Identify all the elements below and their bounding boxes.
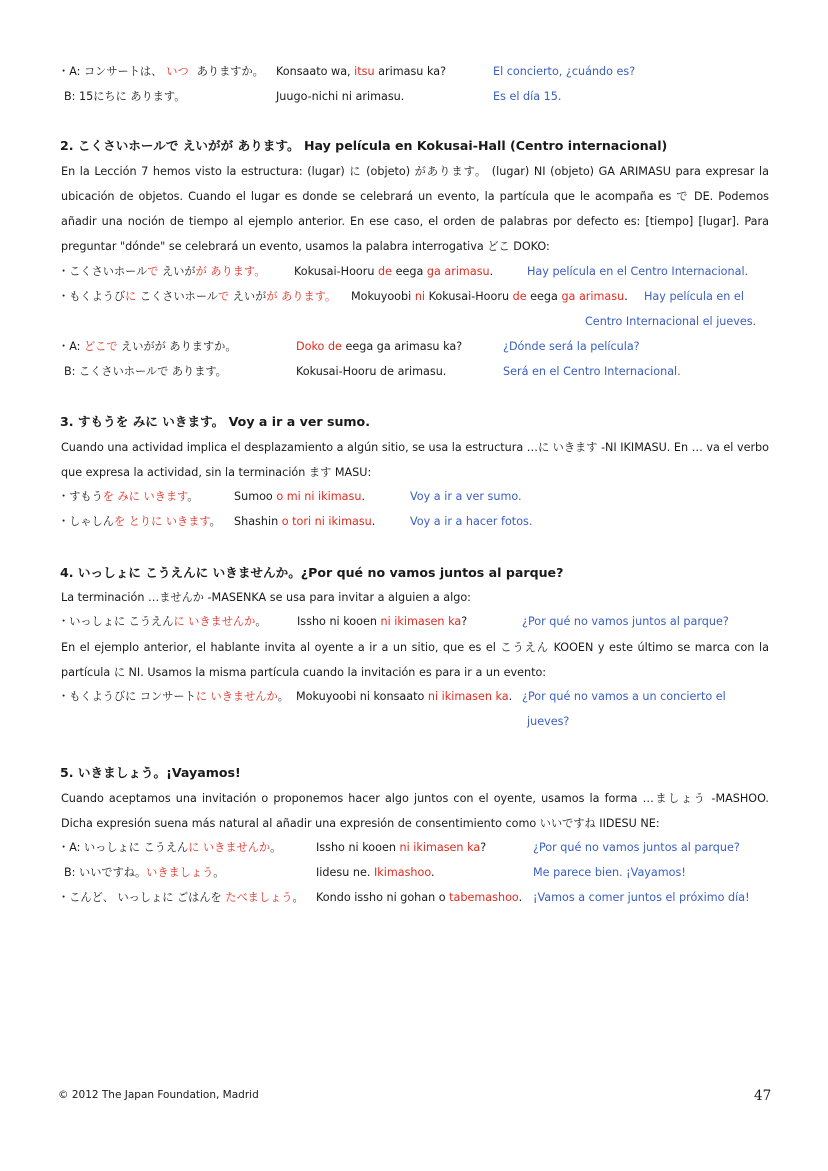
s2-e4-romaji: Kokusai-Hooru de arimasu. [296, 365, 447, 378]
s4-e1-jp: ・いっしょに こうえんに いきませんか。 [58, 615, 267, 628]
s3-e2-spanish: Voy a ir a hacer fotos. [410, 515, 533, 528]
s2-e3-romaji: Doko de eega ga arimasu ka? [296, 340, 463, 353]
section4-paragraph2: En el ejemplo anterior, el hablante invita al oyente a ir a un sitio, que es el こうえん KOOEN y este último se marca con la partícula に NI. Usamos la misma partícula cuando la invitación es para ir a un evento: [61, 641, 769, 679]
ex1-b-spanish: Es el día 15. [493, 90, 562, 103]
s4-e2-romaji: Mokuyoobi ni konsaato ni ikimasen ka. [296, 690, 513, 703]
s5-e3-romaji: Kondo issho ni gohan o tabemashoo. [316, 891, 523, 904]
section2-paragraph: En la Lección 7 hemos visto la estructura: (lugar) に (objeto) があります。 (lugar) NI (objeto) GA ARIMASU para expresar la ubicación de objetos. Cuando el lugar es donde se celebrará un evento, la partícula que le acompaña es で DE. Podemos añadir una noción de tiempo al ejemplo anterior. En ese caso, el orden de palabras por defecto es: [tiempo] [lugar]. Para preguntar "dónde" se celebrará un evento, usamos la palabra interrogativa どこ DOKO: [61, 165, 769, 253]
s4-e2-spanish-line2: jueves? [527, 715, 570, 728]
section5-paragraph: Cuando aceptamos una invitación o proponemos hacer algo juntos con el oyente, usamos la forma …ましょう -MASHOO. Dicha expresión suena más natural al añadir una expresión de consentimiento como いいですね IIDESU NE: [61, 792, 769, 830]
s2-e4-spanish: Será en el Centro Internacional. [503, 365, 681, 378]
s5-e3-jp: ・こんど、 いっしょに ごはんを たべましょう。 [58, 891, 304, 904]
s2-e1-romaji: Kokusai-Hooru de eega ga arimasu. [294, 265, 494, 278]
section4-paragraph1: La terminación …ませんか -MASENKA se usa para invitar a alguien a algo: [61, 591, 471, 604]
s3-e2-jp: ・しゃしんを とりに いきます。 [58, 515, 221, 528]
section2-heading: 2. こくさいホールで えいがが あります。 Hay película en Kokusai-Hall (Centro internacional) [60, 138, 668, 153]
s2-e3-spanish: ¿Dónde será la película? [503, 340, 640, 353]
section5-heading: 5. いきましょう。¡Vayamos! [60, 765, 241, 780]
s4-e2-spanish-line1: ¿Por qué no vamos a un concierto el [522, 690, 726, 703]
ex1-a-romaji: Konsaato wa, itsu arimasu ka? [276, 65, 447, 78]
s3-e1-romaji: Sumoo o mi ni ikimasu. [234, 490, 365, 503]
s2-e1-spanish: Hay película en el Centro Internacional. [527, 265, 749, 278]
s3-e1-spanish: Voy a ir a ver sumo. [410, 490, 522, 503]
ex1-b-romaji: Juugo-nichi ni arimasu. [276, 90, 405, 103]
section3-paragraph: Cuando una actividad implica el desplazamiento a algún sitio, se usa la estructura …に いきます -NI IKIMASU. En … va el verbo que expresa la actividad, sin la terminación ます MASU: [61, 441, 769, 479]
section4-heading: 4. いっしょに こうえんに いきませんか。¿Por qué no vamos juntos al parque? [60, 565, 564, 580]
s4-e1-spanish: ¿Por qué no vamos juntos al parque? [522, 615, 729, 628]
s3-e1-jp: ・すもうを みに いきます。 [58, 490, 199, 503]
s2-e3-jp: ・A: どこで えいがが ありますか。 [58, 340, 237, 353]
s4-e2-jp: ・もくようびに コンサートに いきませんか。 [58, 690, 289, 703]
ex1-b-jp: B: 15にちに あります。 [64, 90, 186, 103]
ex1-a-jp: ・A: コンサートは、 いつ ありますか。 [58, 65, 264, 78]
s5-e2-spanish: Me parece bien. ¡Vayamos! [533, 866, 686, 879]
s2-e2-spanish-line1: Hay película en el [644, 290, 744, 303]
s2-e2-spanish-line2: Centro Internacional el jueves. [585, 315, 757, 328]
s2-e4-jp: B: こくさいホールで あります。 [64, 365, 227, 378]
s5-e1-romaji: Issho ni kooen ni ikimasen ka? [316, 841, 487, 854]
section3-heading: 3. すもうを みに いきます。 Voy a ir a ver sumo. [60, 414, 370, 429]
s5-e3-spanish: ¡Vamos a comer juntos el próximo día! [533, 891, 750, 904]
s5-e2-romaji: Iidesu ne. Ikimashoo. [316, 866, 435, 879]
footer-copyright: © 2012 The Japan Foundation, Madrid [58, 1089, 259, 1101]
s2-e2-jp: ・もくようびに こくさいホールで えいがが あります。 [58, 290, 337, 303]
s5-e2-jp: B: いいですね。いきましょう。 [64, 866, 225, 879]
page-number: 47 [754, 1088, 772, 1104]
s4-e1-romaji: Issho ni kooen ni ikimasen ka? [297, 615, 468, 628]
s2-e1-jp: ・こくさいホールで えいがが あります。 [58, 265, 266, 278]
s3-e2-romaji: Shashin o tori ni ikimasu. [234, 515, 376, 528]
ex1-a-spanish: El concierto, ¿cuándo es? [493, 65, 636, 78]
s5-e1-spanish: ¿Por qué no vamos juntos al parque? [533, 841, 740, 854]
s5-e1-jp: ・A: いっしょに こうえんに いきませんか。 [58, 841, 282, 854]
s2-e2-romaji: Mokuyoobi ni Kokusai-Hooru de eega ga arimasu. [351, 290, 628, 303]
